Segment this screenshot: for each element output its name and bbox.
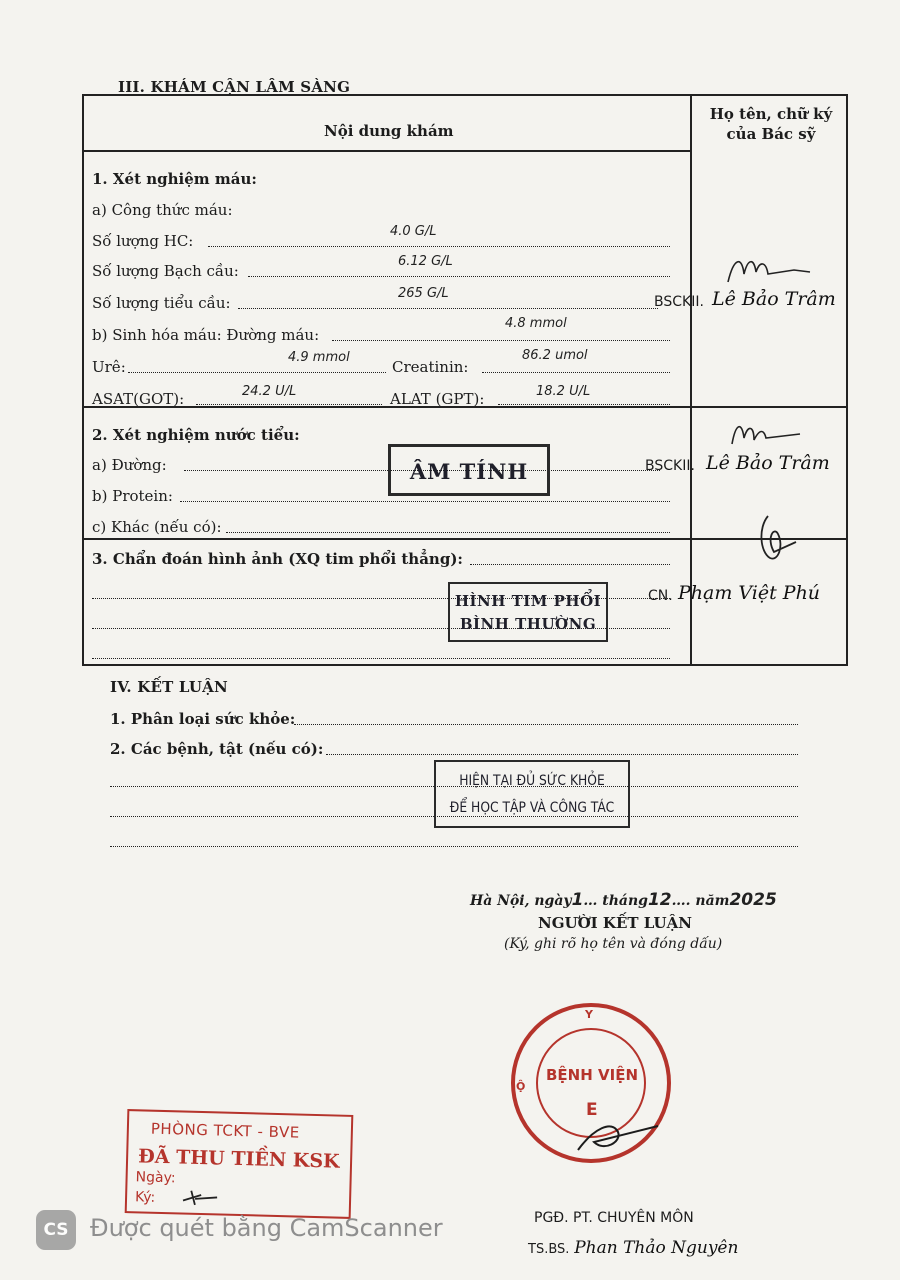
signoff-day: 1 [571,890,584,910]
section4-title: IV. KẾT LUẬN [110,678,228,696]
asat-dots [196,404,382,405]
urine-doctor-signature-icon [726,418,806,448]
health-class-label: 1. Phân loại sức khỏe: [110,710,296,728]
conclusion-line1: HIỆN TẠI ĐỦ SỨC KHỎE [459,773,605,789]
creatinin-dots [482,372,670,373]
negative-result-stamp [388,444,550,496]
seal-left-letter: Ộ [516,1080,526,1093]
urine-protein-dots [180,501,670,502]
asat-label: ASAT(GOT): [92,390,185,408]
health-class-dots [294,724,798,725]
urine-other-label: c) Khác (nếu có): [92,518,222,536]
imaging-result-line1: HÌNH TIM PHỔI [454,592,602,610]
blood-heading: 1. Xét nghiệm máu: [92,170,257,188]
column-header-doctor-line2: của Bác sỹ [726,125,816,143]
hc-value: 4.0 G/L [390,224,437,239]
tc-label: Số lượng tiểu cầu: [92,294,231,312]
signoff-year-label: năm [695,893,730,909]
hospital-seal [508,1000,674,1166]
ure-value: 4.9 mmol [288,350,350,365]
imaging-doctor-signature-icon [748,512,808,564]
signer-name-line [528,1238,738,1258]
ure-dots [128,372,386,373]
signoff-year: 2025 [729,890,777,910]
hc-label: Số lượng HC: [92,232,194,250]
signer-title-prefix: TS.BS. [528,1242,570,1257]
imaging-dots-3 [92,658,670,659]
glucose-value: 4.8 mmol [505,316,567,331]
payment-signature-icon [177,1188,227,1207]
tc-value: 265 G/L [398,286,449,301]
conclusion-stamp [434,760,630,828]
payment-stamp-line3: Ngày: [135,1169,176,1187]
glucose-dots [332,340,670,341]
urine-other-dots [226,532,670,533]
negative-result-text: ÂM TÍNH [409,459,529,484]
signoff-month: 12 [647,890,672,910]
hc-dots [208,246,670,247]
signoff-note: (Ký, ghi rõ họ tên và đóng dấu) [504,936,723,952]
ure-label: Urê: [92,358,126,376]
alat-dots [498,404,670,405]
signoff-place: Hà Nội, ngày [470,893,572,909]
signer-name: Phan Thảo Nguyên [574,1238,739,1258]
column-divider [690,96,692,666]
section3-title: III. KHÁM CẬN LÂM SÀNG [118,78,351,96]
blood-doctor-title: BSCKII. [654,294,704,310]
bc-value: 6.12 G/L [398,254,453,269]
urine-sugar-label: a) Đường: [92,456,167,474]
payment-stamp-line1: PHÒNG TCKT - BVE [150,1119,300,1142]
conclusion-line2: ĐỂ HỌC TẬP VÀ CÔNG TÁC [449,800,615,816]
creatinin-label: Creatinin: [392,358,469,376]
blood-doctor-name: Lê Bảo Trâm [712,288,836,310]
seal-letter: E [586,1100,598,1120]
diseases-dots-4 [110,846,798,847]
creatinin-value: 86.2 umol [522,348,588,363]
tc-dots [238,308,658,309]
payment-stamp [125,1109,354,1219]
alat-value: 18.2 U/L [536,384,591,399]
imaging-doctor-title: CN. [648,588,673,604]
payment-stamp-line4: Ký: [134,1189,156,1206]
urine-protein-label: b) Protein: [92,487,173,505]
blood-a-label: a) Công thức máu: [92,201,233,219]
row-divider-2 [84,538,848,540]
bc-dots [248,276,670,277]
signoff-month-label: tháng [602,893,648,909]
camscanner-logo-icon: CS [36,1210,76,1250]
diseases-label: 2. Các bệnh, tật (nếu có): [110,740,324,758]
imaging-heading-dots [470,564,670,565]
urine-heading: 2. Xét nghiệm nước tiểu: [92,426,300,444]
glucose-label: b) Sinh hóa máu: Đường máu: [92,326,320,344]
imaging-result-stamp [448,582,608,642]
seal-top-letter: Y [585,1008,593,1021]
imaging-result-line2: BÌNH THƯỜNG [459,615,597,633]
diseases-dots-1 [326,754,798,755]
signer-position: PGĐ. PT. CHUYÊN MÔN [534,1210,694,1226]
imaging-doctor-name: Phạm Việt Phú [678,582,821,604]
urine-doctor-title: BSCKII. [645,458,695,474]
column-header-doctor-line1: Họ tên, chữ ký [709,105,833,123]
signoff-role: NGƯỜI KẾT LUẬN [538,914,692,932]
column-header-content: Nội dung khám [324,122,454,140]
bc-label: Số lượng Bạch cầu: [92,262,239,280]
asat-value: 24.2 U/L [242,384,297,399]
payment-stamp-line2: ĐÃ THU TIỀN KSK [137,1145,340,1173]
column-header-doctor [694,104,848,144]
camscanner-watermark: Được quét bằng CamScanner [90,1214,443,1242]
imaging-heading: 3. Chẩn đoán hình ảnh (XQ tim phổi thẳng): [92,550,463,568]
header-divider [84,150,692,152]
alat-label: ALAT (GPT): [390,390,485,408]
blood-doctor-signature-icon [724,252,814,288]
signoff-date: Hà Nội, ngày1… tháng12…. năm2025 [470,890,777,910]
urine-doctor-name: Lê Bảo Trâm [706,452,830,474]
seal-hospital-text: BỆNH VIỆN [546,1066,638,1084]
